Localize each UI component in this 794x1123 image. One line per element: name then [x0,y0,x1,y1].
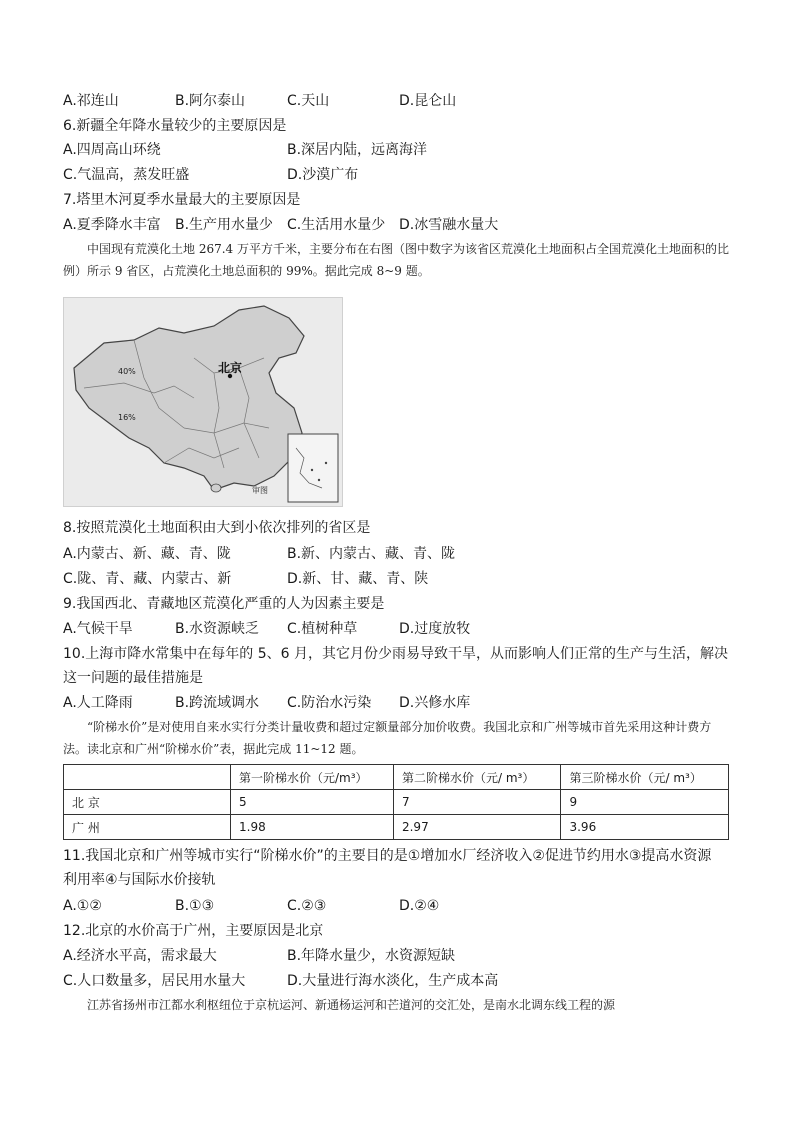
table-header-cell: 第三阶梯水价（元/ m³） [561,765,729,790]
q8-stem: 8.按照荒漠化土地面积由大到小依次排列的省区是 [63,520,371,536]
q11-stem-line2: 利用率④与国际水价接轨 [63,872,216,888]
map-stamp: 审图 [252,486,268,495]
table-cell: 9 [561,790,729,815]
q7-option-c[interactable]: C.生活用水量少 [287,217,386,233]
table-cell: 北 京 [64,790,231,815]
q10-stem-line1: 10.上海市降水常集中在每年的 5、6 月，其它月份少雨易导致干旱，从而影响人们正常的生产与生活，解决 [63,646,728,662]
table-header-cell: 第二阶梯水价（元/ m³） [393,765,561,790]
tiered-water-price-table [63,764,729,840]
passage-jiangdu [63,994,731,1016]
q9-option-d[interactable]: D.过度放牧 [399,621,471,637]
map-label-40pct: 40% [118,367,136,376]
q12-option-a[interactable]: A.经济水平高，需求最大 [63,948,217,964]
q12-option-b[interactable]: B.年降水量少，水资源短缺 [287,948,456,964]
table-cell: 7 [393,790,561,815]
q12-stem: 12.北京的水价高于广州，主要原因是北京 [63,923,324,939]
q6-stem: 6.新疆全年降水量较少的主要原因是 [63,118,287,134]
q9-option-a[interactable]: A.气候干旱 [63,621,133,637]
table-row [64,790,729,815]
map-label-beijing: 北京 [218,361,243,375]
q8-option-a[interactable]: A.内蒙古、新、藏、青、陇 [63,546,231,562]
q8-option-d[interactable]: D.新、甘、藏、青、陕 [287,571,429,587]
q5-option-c[interactable]: C.天山 [287,93,330,109]
q12-option-d[interactable]: D.大量进行海水淡化，生产成本高 [287,973,499,989]
q10-option-a[interactable]: A.人工降雨 [63,695,133,711]
table-cell: 5 [231,790,394,815]
q7-option-a[interactable]: A.夏季降水丰富 [63,217,161,233]
q11-option-c[interactable]: C.②③ [287,898,327,914]
q6-option-d[interactable]: D.沙漠广布 [287,167,359,183]
q10-option-b[interactable]: B.跨流域调水 [175,695,260,711]
q7-option-d[interactable]: D.冰雪融水量大 [399,217,499,233]
q6-option-a[interactable]: A.四周高山环绕 [63,142,161,158]
q11-option-a[interactable]: A.①② [63,898,102,914]
q5-option-b[interactable]: B.阿尔泰山 [175,93,246,109]
q8-option-b[interactable]: B.新、内蒙古、藏、青、陇 [287,546,456,562]
q12-option-c[interactable]: C.人口数量多，居民用水量大 [63,973,246,989]
q6-option-c[interactable]: C.气温高，蒸发旺盛 [63,167,190,183]
q11-option-d[interactable]: D.②④ [399,898,440,914]
q11-stem-line1: 11.我国北京和广州等城市实行“阶梯水价”的主要目的是①增加水厂经济收入②促进节约用水③提高水资源 [63,848,712,864]
q5-option-d[interactable]: D.昆仑山 [399,93,457,109]
q10-option-d[interactable]: D.兴修水库 [399,695,471,711]
q7-stem: 7.塔里木河夏季水量最大的主要原因是 [63,192,301,208]
table-header-row [64,765,729,790]
table-cell: 广 州 [64,815,231,840]
q11-option-b[interactable]: B.①③ [175,898,215,914]
passage-desertification-text: 中国现有荒漠化土地 267.4 万平方千米，主要分布在右图（图中数字为该省区荒漠化土地面积占全国荒漠化土地面积的比例）所示 9 省区，占荒漠化土地总面积的 99%。据此完成 8~9 题。 [63,242,729,278]
table-header-cell: 第一阶梯水价（元/m³） [231,765,394,790]
map-label-16pct: 16% [118,413,136,422]
table-cell: 2.97 [393,815,561,840]
passage-tiered-water-price [63,716,731,760]
table-cell: 3.96 [561,815,729,840]
china-desertification-map [63,297,343,507]
q9-option-b[interactable]: B.水资源峡乏 [175,621,260,637]
q9-stem: 9.我国西北、青藏地区荒漠化严重的人为因素主要是 [63,596,385,612]
table-cell: 1.98 [231,815,394,840]
q7-option-b[interactable]: B.生产用水量少 [175,217,274,233]
table-row [64,815,729,840]
passage-jiangdu-text: 江苏省扬州市江都水利枢纽位于京杭运河、新通杨运河和芒道河的交汇处，是南水北调东线工程的源 [87,998,616,1012]
china-map-graphic [64,298,342,506]
q10-option-c[interactable]: C.防治水污染 [287,695,372,711]
table-header-cell [64,765,231,790]
q6-option-b[interactable]: B.深居内陆，远离海洋 [287,142,428,158]
passage-tiered-water-price-text: “阶梯水价”是对使用自来水实行分类计量收费和超过定额量部分加价收费。我国北京和广州等城市首先采用这种计费方法。读北京和广州“阶梯水价”表，据此完成 11~12 题。 [63,720,712,756]
q9-option-c[interactable]: C.植树种草 [287,621,358,637]
q8-option-c[interactable]: C.陇、青、藏、内蒙古、新 [63,571,232,587]
q10-stem-line2: 这一问题的最佳措施是 [63,670,203,686]
passage-desertification [63,238,731,282]
q5-option-a[interactable]: A.祁连山 [63,93,119,109]
